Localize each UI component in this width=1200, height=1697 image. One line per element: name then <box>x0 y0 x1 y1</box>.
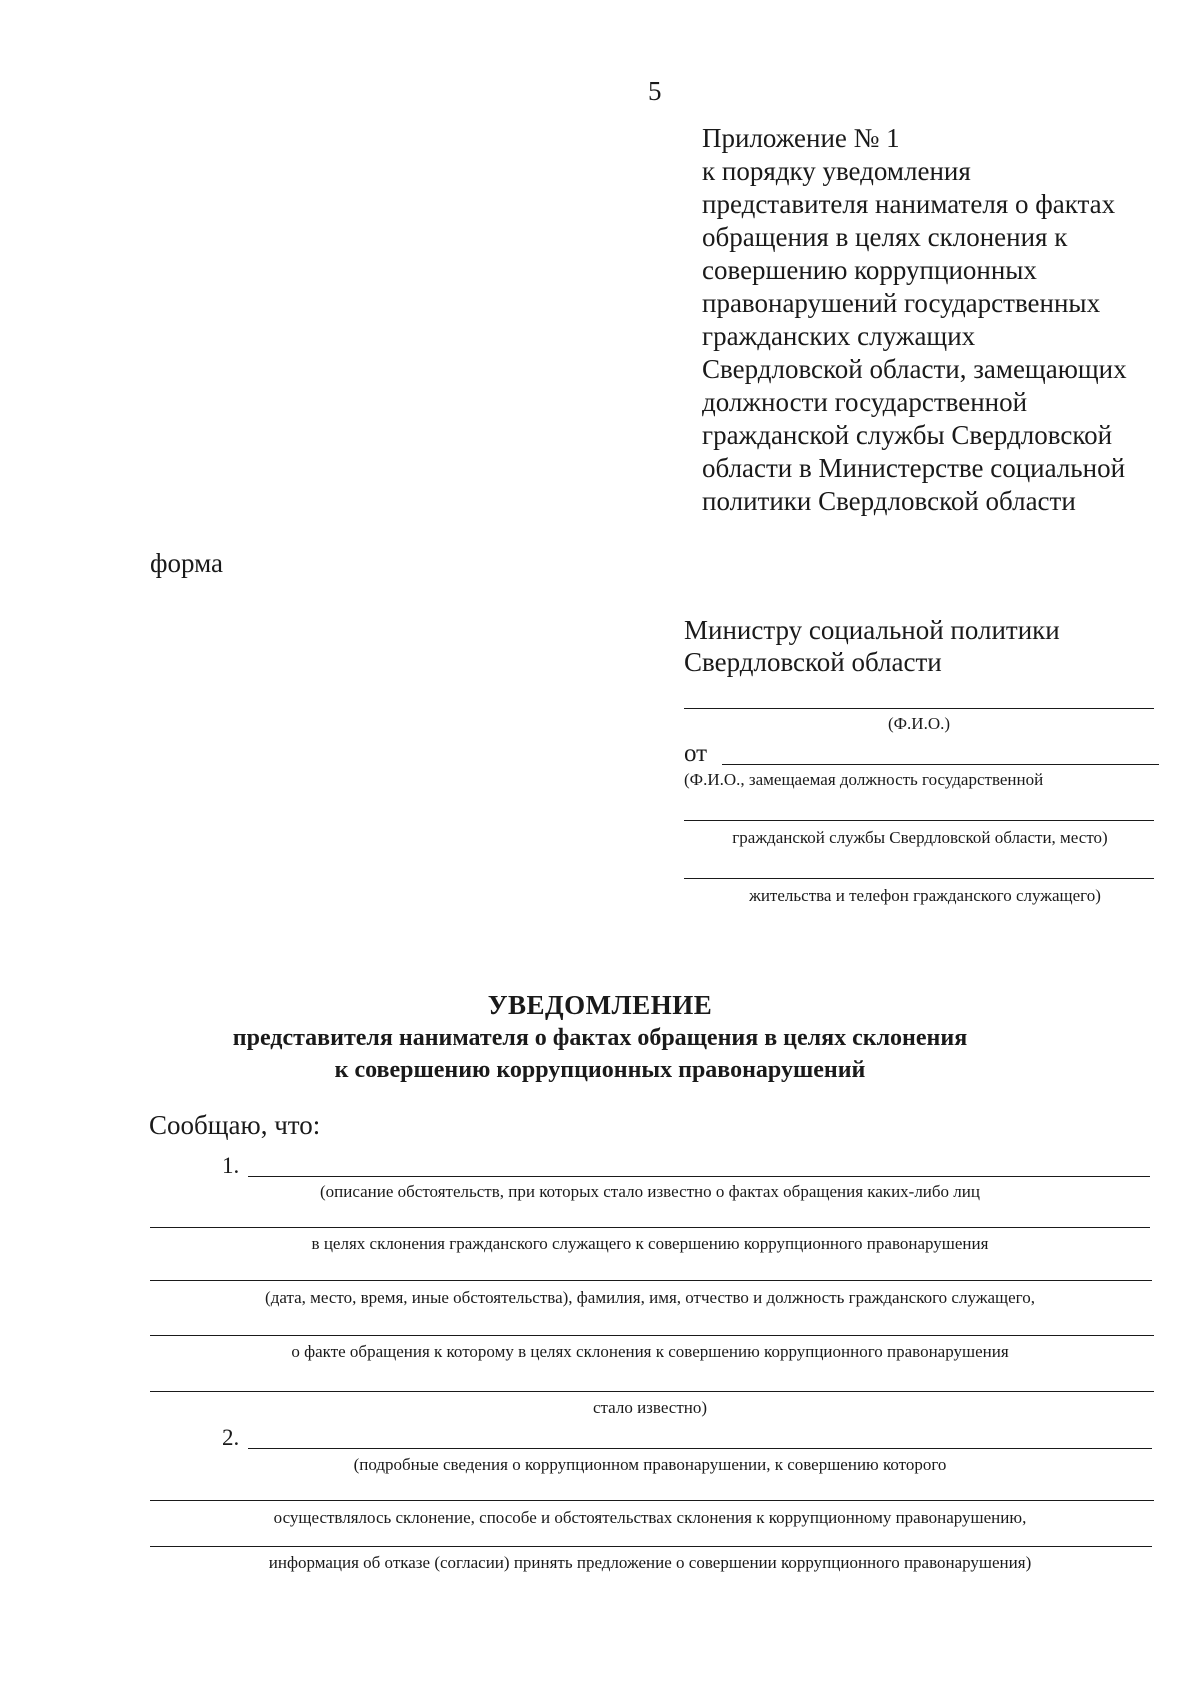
item-1-fill-line[interactable] <box>150 1335 1154 1336</box>
item-1-caption: (дата, место, время, иные обстоятельства), фамилия, имя, отчество и должность гражданского служащего, <box>265 1288 1035 1307</box>
document-subtitle-2: к совершению коррупционных правонарушений <box>334 1057 866 1083</box>
position-fill-line[interactable] <box>684 820 1154 821</box>
item-1-caption: (описание обстоятельств, при которых стало известно о фактах обращения каких-либо лиц <box>320 1182 980 1201</box>
document-title: УВЕДОМЛЕНИЕ <box>487 990 713 1020</box>
item-2-fill-line[interactable] <box>150 1500 1154 1501</box>
appendix-line: обращения в целях склонения к <box>702 222 1068 252</box>
appendix-reference <box>702 122 1172 518</box>
item-1-number: 1. <box>222 1153 240 1178</box>
item-1-caption: в целях склонения гражданского служащего к совершению коррупционного правонарушения <box>311 1234 989 1253</box>
from-label: от <box>684 740 708 767</box>
appendix-line: гражданской службы Свердловской <box>702 420 1113 450</box>
appendix-line: Приложение № 1 <box>702 123 900 153</box>
appendix-line: гражданских служащих <box>702 321 976 351</box>
from-caption-1: (Ф.И.О., замещаемая должность государственной <box>684 770 1044 789</box>
item-2-caption: (подробные сведения о коррупционном правонарушении, к совершению которого <box>353 1455 947 1474</box>
from-caption-2: гражданской службы Свердловской области, место) <box>732 828 1108 847</box>
appendix-line: должности государственной <box>702 387 1028 417</box>
from-caption-3: жительства и телефон гражданского служащего) <box>749 886 1101 905</box>
appendix-line: представителя нанимателя о фактах <box>702 189 1116 219</box>
item-1-fill-line[interactable] <box>150 1391 1154 1392</box>
item-1-fill-line[interactable] <box>150 1227 1150 1228</box>
page-number: 5 <box>648 76 662 106</box>
fio-fill-line[interactable] <box>684 708 1154 709</box>
item-2-caption: информация об отказе (согласии) принять предложение о совершении коррупционного правонарушения) <box>268 1553 1032 1572</box>
item-1-fill-line[interactable] <box>248 1176 1150 1177</box>
item-1-caption: о факте обращения к которому в целях склонения к совершению коррупционного правонарушения <box>291 1342 1009 1361</box>
appendix-line: правонарушений государственных <box>702 288 1101 318</box>
appendix-line: области в Министерстве социальной <box>702 453 1126 483</box>
appendix-line: Свердловской области, замещающих <box>702 354 1127 384</box>
item-1-caption: стало известно) <box>592 1398 708 1417</box>
item-2-fill-line[interactable] <box>150 1546 1152 1547</box>
addressee-line: Свердловской области <box>684 647 942 677</box>
form-label: форма <box>150 548 223 578</box>
fio-caption: (Ф.И.О.) <box>887 714 951 733</box>
item-2-number: 2. <box>222 1425 240 1450</box>
document-subtitle-1: представителя нанимателя о фактах обращения в целях склонения <box>232 1025 968 1051</box>
item-1-fill-line[interactable] <box>150 1280 1152 1281</box>
item-2-caption: осуществлялось склонение, способе и обстоятельствах склонения к коррупционному правонарушению, <box>273 1508 1027 1527</box>
addressee-line: Министру социальной политики <box>684 615 1060 645</box>
appendix-line: к порядку уведомления <box>702 156 971 186</box>
intro-text: Сообщаю, что: <box>149 1110 321 1140</box>
addressee-block <box>684 614 1060 678</box>
appendix-line: политики Свердловской области <box>702 486 1076 516</box>
item-2-fill-line[interactable] <box>248 1448 1152 1449</box>
appendix-line: совершению коррупционных <box>702 255 1037 285</box>
residence-fill-line[interactable] <box>684 878 1154 879</box>
from-fill-line[interactable] <box>722 764 1159 765</box>
